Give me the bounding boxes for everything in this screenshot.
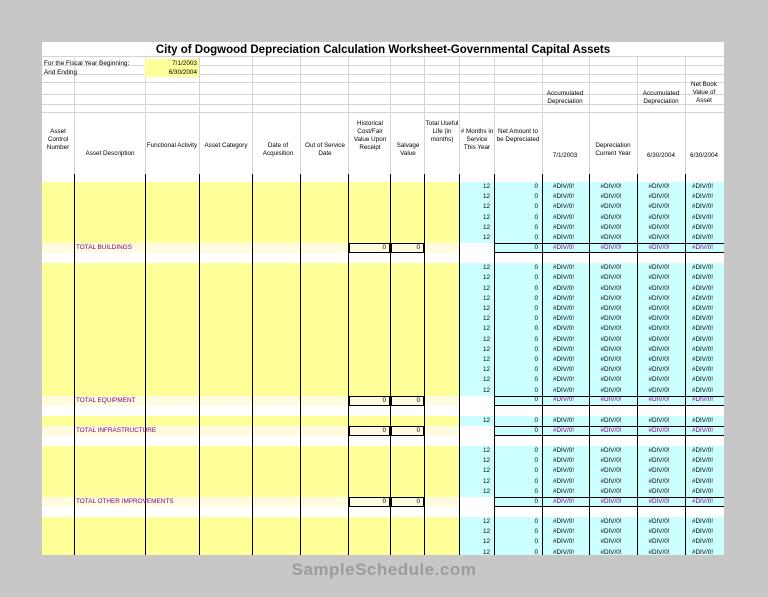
net-book-value-cell: #DIV/0! [692, 284, 713, 292]
net-amount-cell: 0 [534, 447, 538, 454]
months-cell: 12 [482, 538, 490, 546]
data-row-fill [42, 182, 494, 243]
header-gridline [42, 112, 724, 113]
total-accum-begin: #DIV/0! [553, 497, 574, 505]
watermark: SampleSchedule.com [291, 560, 477, 579]
total-accum-end: #DIV/0! [648, 396, 670, 404]
accum-dep-begin-cell: #DIV/0! [553, 274, 574, 282]
accum-dep-begin-cell: #DIV/0! [553, 538, 574, 546]
net-book-value-cell: #DIV/0! [692, 538, 713, 546]
header-accum-dep-2: Accumulated Depreciation [642, 90, 680, 105]
data-row-fill [42, 263, 494, 396]
total-net-amount: 0 [534, 396, 538, 404]
net-amount-cell: 0 [534, 284, 538, 292]
column-divider [199, 174, 200, 555]
total-salvage-value: 0 [391, 497, 424, 507]
accum-dep-begin-cell: #DIV/0! [553, 416, 574, 424]
accum-dep-begin-cell: #DIV/0! [553, 487, 574, 495]
total-salvage-value: 0 [391, 396, 424, 406]
total-net-book-value: #DIV/0! [692, 396, 713, 404]
header-gridline [42, 104, 724, 105]
net-amount-cell: 0 [534, 234, 538, 241]
accum-dep-end-cell: #DIV/0! [648, 487, 670, 495]
total-blank-cell [459, 243, 494, 253]
column-divider [74, 174, 75, 555]
total-accum-end: #DIV/0! [648, 426, 670, 434]
total-blank-cell [459, 426, 494, 436]
accum-dep-begin-cell: #DIV/0! [553, 305, 574, 312]
months-cell: 12 [482, 183, 490, 190]
total-historical-cost: 0 [349, 497, 390, 507]
net-amount-cell: 0 [534, 223, 538, 231]
accum-dep-begin-cell: #DIV/0! [553, 457, 574, 465]
months-cell: 12 [482, 274, 490, 282]
column-divider [252, 174, 253, 555]
accum-dep-end-cell: #DIV/0! [648, 264, 670, 272]
months-cell: 12 [482, 548, 490, 555]
net-amount-cell: 0 [534, 386, 538, 394]
dep-current-cell: #DIV/0! [600, 315, 622, 323]
accum-dep-end-cell: #DIV/0! [648, 457, 670, 465]
accum-dep-begin-cell: #DIV/0! [553, 203, 574, 211]
fiscal-end-value[interactable]: 6/30/2004 [145, 68, 199, 77]
net-amount-cell: 0 [534, 183, 538, 190]
header-net-book-value: Net Book Value of Asset [691, 81, 717, 104]
total-bottom-border [494, 435, 724, 436]
accum-dep-begin-cell: #DIV/0! [553, 223, 574, 231]
dep-current-cell: #DIV/0! [600, 538, 622, 546]
months-cell: 12 [482, 366, 490, 374]
months-cell: 12 [482, 335, 490, 343]
net-amount-cell: 0 [534, 305, 538, 312]
net-amount-cell: 0 [534, 528, 538, 536]
dep-current-cell: #DIV/0! [600, 325, 622, 333]
net-book-value-cell: #DIV/0! [692, 315, 713, 323]
dep-current-cell: #DIV/0! [600, 193, 622, 201]
total-top-border [494, 396, 724, 397]
dep-current-cell: #DIV/0! [600, 416, 622, 424]
net-amount-cell: 0 [534, 203, 538, 211]
accum-dep-begin-cell: #DIV/0! [553, 518, 574, 525]
column-divider [300, 174, 301, 555]
net-amount-cell: 0 [534, 193, 538, 201]
net-amount-cell: 0 [534, 477, 538, 485]
months-cell: 12 [482, 518, 490, 525]
accum-dep-end-cell: #DIV/0! [648, 193, 670, 201]
net-book-value-cell: #DIV/0! [692, 386, 713, 394]
accum-dep-end-cell: #DIV/0! [648, 376, 670, 384]
months-cell: 12 [482, 376, 490, 384]
dep-current-cell: #DIV/0! [600, 274, 622, 282]
months-cell: 12 [482, 356, 490, 363]
months-cell: 12 [482, 284, 490, 292]
net-book-value-cell: #DIV/0! [692, 213, 713, 221]
accum-dep-end-cell: #DIV/0! [648, 305, 670, 312]
dep-current-cell: #DIV/0! [600, 203, 622, 211]
accum-dep-end-cell: #DIV/0! [648, 335, 670, 343]
months-cell: 12 [482, 213, 490, 221]
months-cell: 12 [482, 457, 490, 465]
total-bottom-border [494, 252, 724, 253]
header-gridline [42, 56, 724, 57]
header-asset-category: Asset Category [204, 142, 248, 149]
net-amount-cell: 0 [534, 345, 538, 353]
net-amount-cell: 0 [534, 376, 538, 384]
total-net-book-value: #DIV/0! [692, 497, 713, 505]
dep-current-cell: #DIV/0! [600, 548, 622, 555]
net-book-value-cell: #DIV/0! [692, 264, 713, 272]
total-dep-current: #DIV/0! [600, 497, 622, 505]
net-amount-cell: 0 [534, 366, 538, 374]
accum-dep-begin-cell: #DIV/0! [553, 345, 574, 353]
dep-current-cell: #DIV/0! [600, 345, 622, 353]
accum-dep-end-cell: #DIV/0! [648, 294, 670, 302]
months-cell: 12 [482, 193, 490, 201]
net-amount-cell: 0 [534, 274, 538, 282]
total-salvage-value: 0 [391, 426, 424, 436]
total-top-border [494, 243, 724, 244]
header-dep-current-year: Depreciation Current Year [595, 142, 631, 157]
accum-dep-end-cell: #DIV/0! [648, 356, 670, 363]
total-historical-cost: 0 [349, 243, 390, 253]
dep-current-cell: #DIV/0! [600, 487, 622, 495]
spreadsheet [42, 42, 724, 555]
data-row-fill [42, 446, 494, 497]
dep-current-cell: #DIV/0! [600, 467, 622, 475]
net-book-value-cell: #DIV/0! [692, 477, 713, 485]
accum-dep-begin-cell: #DIV/0! [553, 477, 574, 485]
dep-current-cell: #DIV/0! [600, 457, 622, 465]
total-blank-cell [459, 396, 494, 406]
fiscal-begin-value[interactable]: 7/1/2003 [145, 59, 199, 68]
months-cell: 12 [482, 294, 490, 302]
total-accum-end: #DIV/0! [648, 497, 670, 505]
dep-current-cell: #DIV/0! [600, 447, 622, 454]
accum-dep-end-cell: #DIV/0! [648, 416, 670, 424]
net-book-value-cell: #DIV/0! [692, 325, 713, 333]
total-top-border [494, 426, 724, 427]
accum-dep-begin-cell: #DIV/0! [553, 376, 574, 384]
fiscal-begin-label: For the Fiscal Year Beginning: [44, 60, 130, 67]
section-total-label: TOTAL OTHER IMPROVEMENTS [76, 498, 174, 505]
header-accum-dep-1: Accumulated Depreciation [546, 90, 584, 105]
accum-dep-begin-cell: #DIV/0! [553, 284, 574, 292]
dep-current-cell: #DIV/0! [600, 305, 622, 312]
accum-dep-begin-cell: #DIV/0! [553, 264, 574, 272]
net-amount-cell: 0 [534, 325, 538, 333]
accum-dep-begin-cell: #DIV/0! [553, 528, 574, 536]
header-useful-life: Total Useful Life (in months) [425, 120, 459, 143]
accum-dep-end-cell: #DIV/0! [648, 548, 670, 555]
months-cell: 12 [482, 416, 490, 424]
fiscal-end-label: And Ending [44, 69, 78, 76]
dep-current-cell: #DIV/0! [600, 294, 622, 302]
total-dep-current: #DIV/0! [600, 426, 622, 434]
accum-dep-begin-cell: #DIV/0! [553, 193, 574, 201]
net-book-value-cell: #DIV/0! [692, 548, 713, 555]
total-accum-begin: #DIV/0! [553, 396, 574, 404]
months-cell: 12 [482, 203, 490, 211]
accum-dep-begin-cell: #DIV/0! [553, 386, 574, 394]
accum-dep-begin-cell: #DIV/0! [553, 213, 574, 221]
header-accum-date-1: 7/1/2003 [552, 152, 578, 159]
accum-dep-end-cell: #DIV/0! [648, 345, 670, 353]
total-accum-begin: #DIV/0! [553, 243, 574, 251]
header-salvage-value: Salvage Value [396, 142, 420, 157]
dep-current-cell: #DIV/0! [600, 284, 622, 292]
dep-current-cell: #DIV/0! [600, 264, 622, 272]
net-amount-cell: 0 [534, 264, 538, 272]
months-cell: 12 [482, 447, 490, 454]
accum-dep-begin-cell: #DIV/0! [553, 315, 574, 323]
net-amount-cell: 0 [534, 356, 538, 363]
section-total-label: TOTAL BUILDINGS [76, 244, 132, 252]
accum-dep-end-cell: #DIV/0! [648, 315, 670, 323]
months-cell: 12 [482, 223, 490, 231]
net-book-value-cell: #DIV/0! [692, 193, 713, 201]
data-row-fill [42, 416, 494, 426]
net-book-value-cell: #DIV/0! [692, 447, 713, 454]
accum-dep-begin-cell: #DIV/0! [553, 447, 574, 454]
dep-current-cell: #DIV/0! [600, 518, 622, 525]
data-row-fill [42, 517, 494, 555]
net-amount-cell: 0 [534, 467, 538, 475]
months-cell: 12 [482, 487, 490, 495]
net-book-value-cell: #DIV/0! [692, 335, 713, 343]
header-historical-cost: Historical Cost/Fair Value Upon Receipt [353, 120, 387, 151]
accum-dep-end-cell: #DIV/0! [648, 386, 670, 394]
total-blank-cell [459, 497, 494, 507]
net-book-value-cell: #DIV/0! [692, 518, 713, 525]
accum-dep-end-cell: #DIV/0! [648, 325, 670, 333]
net-amount-cell: 0 [534, 213, 538, 221]
accum-dep-end-cell: #DIV/0! [648, 223, 670, 231]
dep-current-cell: #DIV/0! [600, 356, 622, 363]
net-book-value-cell: #DIV/0! [692, 467, 713, 475]
dep-current-cell: #DIV/0! [600, 223, 622, 231]
months-cell: 12 [482, 477, 490, 485]
net-amount-cell: 0 [534, 315, 538, 323]
header-gridline [42, 94, 724, 95]
net-book-value-cell: #DIV/0! [692, 305, 713, 312]
dep-current-cell: #DIV/0! [600, 376, 622, 384]
total-net-book-value: #DIV/0! [692, 243, 713, 251]
section-total-label: TOTAL EQUIPMENT [76, 396, 136, 404]
accum-dep-begin-cell: #DIV/0! [553, 467, 574, 475]
net-amount-cell: 0 [534, 518, 538, 525]
accum-dep-end-cell: #DIV/0! [648, 366, 670, 374]
accum-dep-begin-cell: #DIV/0! [553, 335, 574, 343]
net-book-value-cell: #DIV/0! [692, 294, 713, 302]
section-total-label: TOTAL INFRASTRUCTURE [76, 427, 157, 434]
dep-current-cell: #DIV/0! [600, 386, 622, 394]
total-top-border [494, 497, 724, 498]
months-cell: 12 [482, 264, 490, 272]
accum-dep-end-cell: #DIV/0! [648, 538, 670, 546]
net-amount-cell: 0 [534, 548, 538, 555]
net-book-value-cell: #DIV/0! [692, 234, 713, 241]
accum-dep-begin-cell: #DIV/0! [553, 234, 574, 241]
header-date-acquisition: Date of Acquisition [262, 142, 294, 157]
accum-dep-end-cell: #DIV/0! [648, 183, 670, 190]
months-cell: 12 [482, 234, 490, 241]
net-book-value-cell: #DIV/0! [692, 457, 713, 465]
accum-dep-begin-cell: #DIV/0! [553, 366, 574, 374]
net-book-value-cell: #DIV/0! [692, 366, 713, 374]
net-amount-cell: 0 [534, 335, 538, 343]
net-book-value-cell: #DIV/0! [692, 528, 713, 536]
accum-dep-end-cell: #DIV/0! [648, 447, 670, 454]
accum-dep-end-cell: #DIV/0! [648, 213, 670, 221]
dep-current-cell: #DIV/0! [600, 183, 622, 190]
accum-dep-begin-cell: #DIV/0! [553, 183, 574, 190]
net-book-value-cell: #DIV/0! [692, 345, 713, 353]
sheet-title: City of Dogwood Depreciation Calculation Worksheet-Governmental Capital Assets [155, 44, 611, 56]
net-book-value-cell: #DIV/0! [692, 356, 713, 363]
net-book-value-cell: #DIV/0! [692, 416, 713, 424]
accum-dep-end-cell: #DIV/0! [648, 203, 670, 211]
net-book-value-cell: #DIV/0! [692, 223, 713, 231]
dep-current-cell: #DIV/0! [600, 366, 622, 374]
net-amount-cell: 0 [534, 457, 538, 465]
net-amount-cell: 0 [534, 487, 538, 495]
months-cell: 12 [482, 528, 490, 536]
months-cell: 12 [482, 467, 490, 475]
header-asset-control: Asset Control Number [46, 128, 70, 151]
dep-current-cell: #DIV/0! [600, 213, 622, 221]
net-book-value-cell: #DIV/0! [692, 183, 713, 190]
accum-dep-begin-cell: #DIV/0! [553, 356, 574, 363]
months-cell: 12 [482, 305, 490, 312]
net-book-value-cell: #DIV/0! [692, 203, 713, 211]
total-historical-cost: 0 [349, 426, 390, 436]
header-out-of-service: Out of Service Date [305, 142, 345, 157]
accum-dep-end-cell: #DIV/0! [648, 274, 670, 282]
total-accum-end: #DIV/0! [648, 243, 670, 251]
header-functional-activity: Functional Activity [146, 142, 198, 149]
total-net-amount: 0 [534, 497, 538, 505]
net-book-value-cell: #DIV/0! [692, 376, 713, 384]
total-accum-begin: #DIV/0! [553, 426, 574, 434]
accum-dep-end-cell: #DIV/0! [648, 477, 670, 485]
dep-current-cell: #DIV/0! [600, 234, 622, 241]
net-book-value-cell: #DIV/0! [692, 487, 713, 495]
header-net-amount: Net Amount to be Depreciated [496, 128, 540, 143]
total-bottom-border [494, 405, 724, 406]
accum-dep-end-cell: #DIV/0! [648, 528, 670, 536]
dep-current-cell: #DIV/0! [600, 335, 622, 343]
accum-dep-end-cell: #DIV/0! [648, 234, 670, 241]
net-amount-cell: 0 [534, 294, 538, 302]
net-amount-cell: 0 [534, 538, 538, 546]
net-book-value-cell: #DIV/0! [692, 274, 713, 282]
months-cell: 12 [482, 325, 490, 333]
months-cell: 12 [482, 386, 490, 394]
net-amount-cell: 0 [534, 416, 538, 424]
header-asset-description: Asset Description [85, 150, 135, 157]
total-dep-current: #DIV/0! [600, 396, 622, 404]
months-cell: 12 [482, 345, 490, 353]
total-net-amount: 0 [534, 243, 538, 251]
dep-current-cell: #DIV/0! [600, 477, 622, 485]
total-dep-current: #DIV/0! [600, 243, 622, 251]
dep-current-cell: #DIV/0! [600, 528, 622, 536]
total-salvage-value: 0 [391, 243, 424, 253]
months-cell: 12 [482, 315, 490, 323]
header-gridline [42, 82, 724, 83]
total-historical-cost: 0 [349, 396, 390, 406]
accum-dep-end-cell: #DIV/0! [648, 467, 670, 475]
accum-dep-end-cell: #DIV/0! [648, 518, 670, 525]
header-accum-date-2: 6/30/2004 [646, 152, 675, 159]
total-net-book-value: #DIV/0! [692, 426, 713, 434]
accum-dep-begin-cell: #DIV/0! [553, 325, 574, 333]
header-months-in-service: # Months in Service This Year [460, 128, 494, 151]
accum-dep-begin-cell: #DIV/0! [553, 548, 574, 555]
accum-dep-begin-cell: #DIV/0! [553, 294, 574, 302]
column-divider [424, 174, 425, 555]
total-net-amount: 0 [534, 426, 538, 434]
header-nbv-date: 6/30/2004 [689, 152, 718, 159]
accum-dep-end-cell: #DIV/0! [648, 284, 670, 292]
total-bottom-border [494, 506, 724, 507]
